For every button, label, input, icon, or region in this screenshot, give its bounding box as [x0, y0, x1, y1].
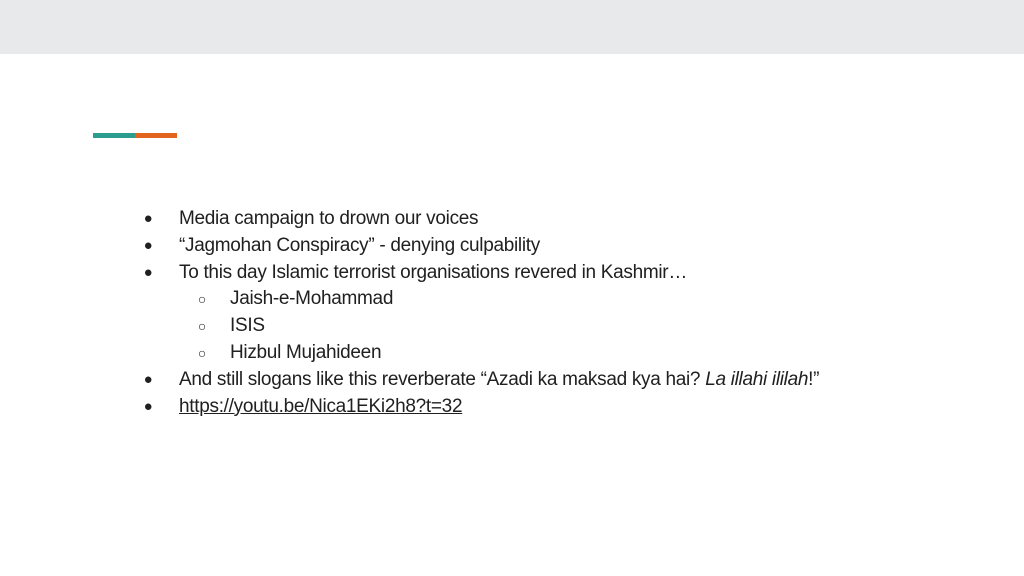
accent-teal-segment [93, 133, 135, 138]
slogan-italic: La illahi ililah [705, 368, 809, 390]
bullet-list [140, 206, 960, 420]
list-item-slogan [140, 367, 960, 394]
bullet-icon: ● [143, 370, 153, 388]
bullet-icon: ● [143, 263, 153, 281]
list-item [140, 233, 960, 260]
sub-list-item-text: Jaish-e-Mohammad [230, 288, 394, 310]
sub-list-item [140, 286, 960, 313]
top-bar [0, 0, 1024, 54]
hollow-bullet-icon: ○ [197, 291, 207, 308]
list-item [140, 206, 960, 233]
list-item-text: Media campaign to drown our voices [179, 208, 479, 229]
list-item-link [140, 394, 960, 421]
bullet-icon: ● [143, 397, 153, 415]
slogan-text [179, 367, 819, 394]
list-item-text: “Jagmohan Conspiracy” - denying culpability [179, 234, 540, 256]
slogan-suffix: !” [808, 368, 820, 390]
accent-orange-segment [135, 133, 177, 138]
youtube-link[interactable]: https://youtu.be/Nica1EKi2h8?t=32 [179, 395, 463, 417]
sub-list-item [140, 340, 960, 367]
list-item [140, 260, 960, 287]
hollow-bullet-icon: ○ [197, 344, 207, 361]
sub-list-item-text: Hizbul Mujahideen [230, 341, 382, 363]
slogan-prefix: And still slogans like this reverberate “Azadi ka maksad kya hai? [179, 368, 706, 390]
accent-line [93, 133, 177, 138]
hollow-bullet-icon: ○ [197, 318, 207, 335]
sub-list-item [140, 313, 960, 340]
bullet-icon: ● [143, 210, 153, 227]
slide [0, 54, 1024, 576]
bullet-icon: ● [143, 236, 153, 254]
sub-list-item-text: ISIS [230, 315, 265, 337]
list-item-text: To this day Islamic terrorist organisations revered in Kashmir… [179, 261, 688, 283]
